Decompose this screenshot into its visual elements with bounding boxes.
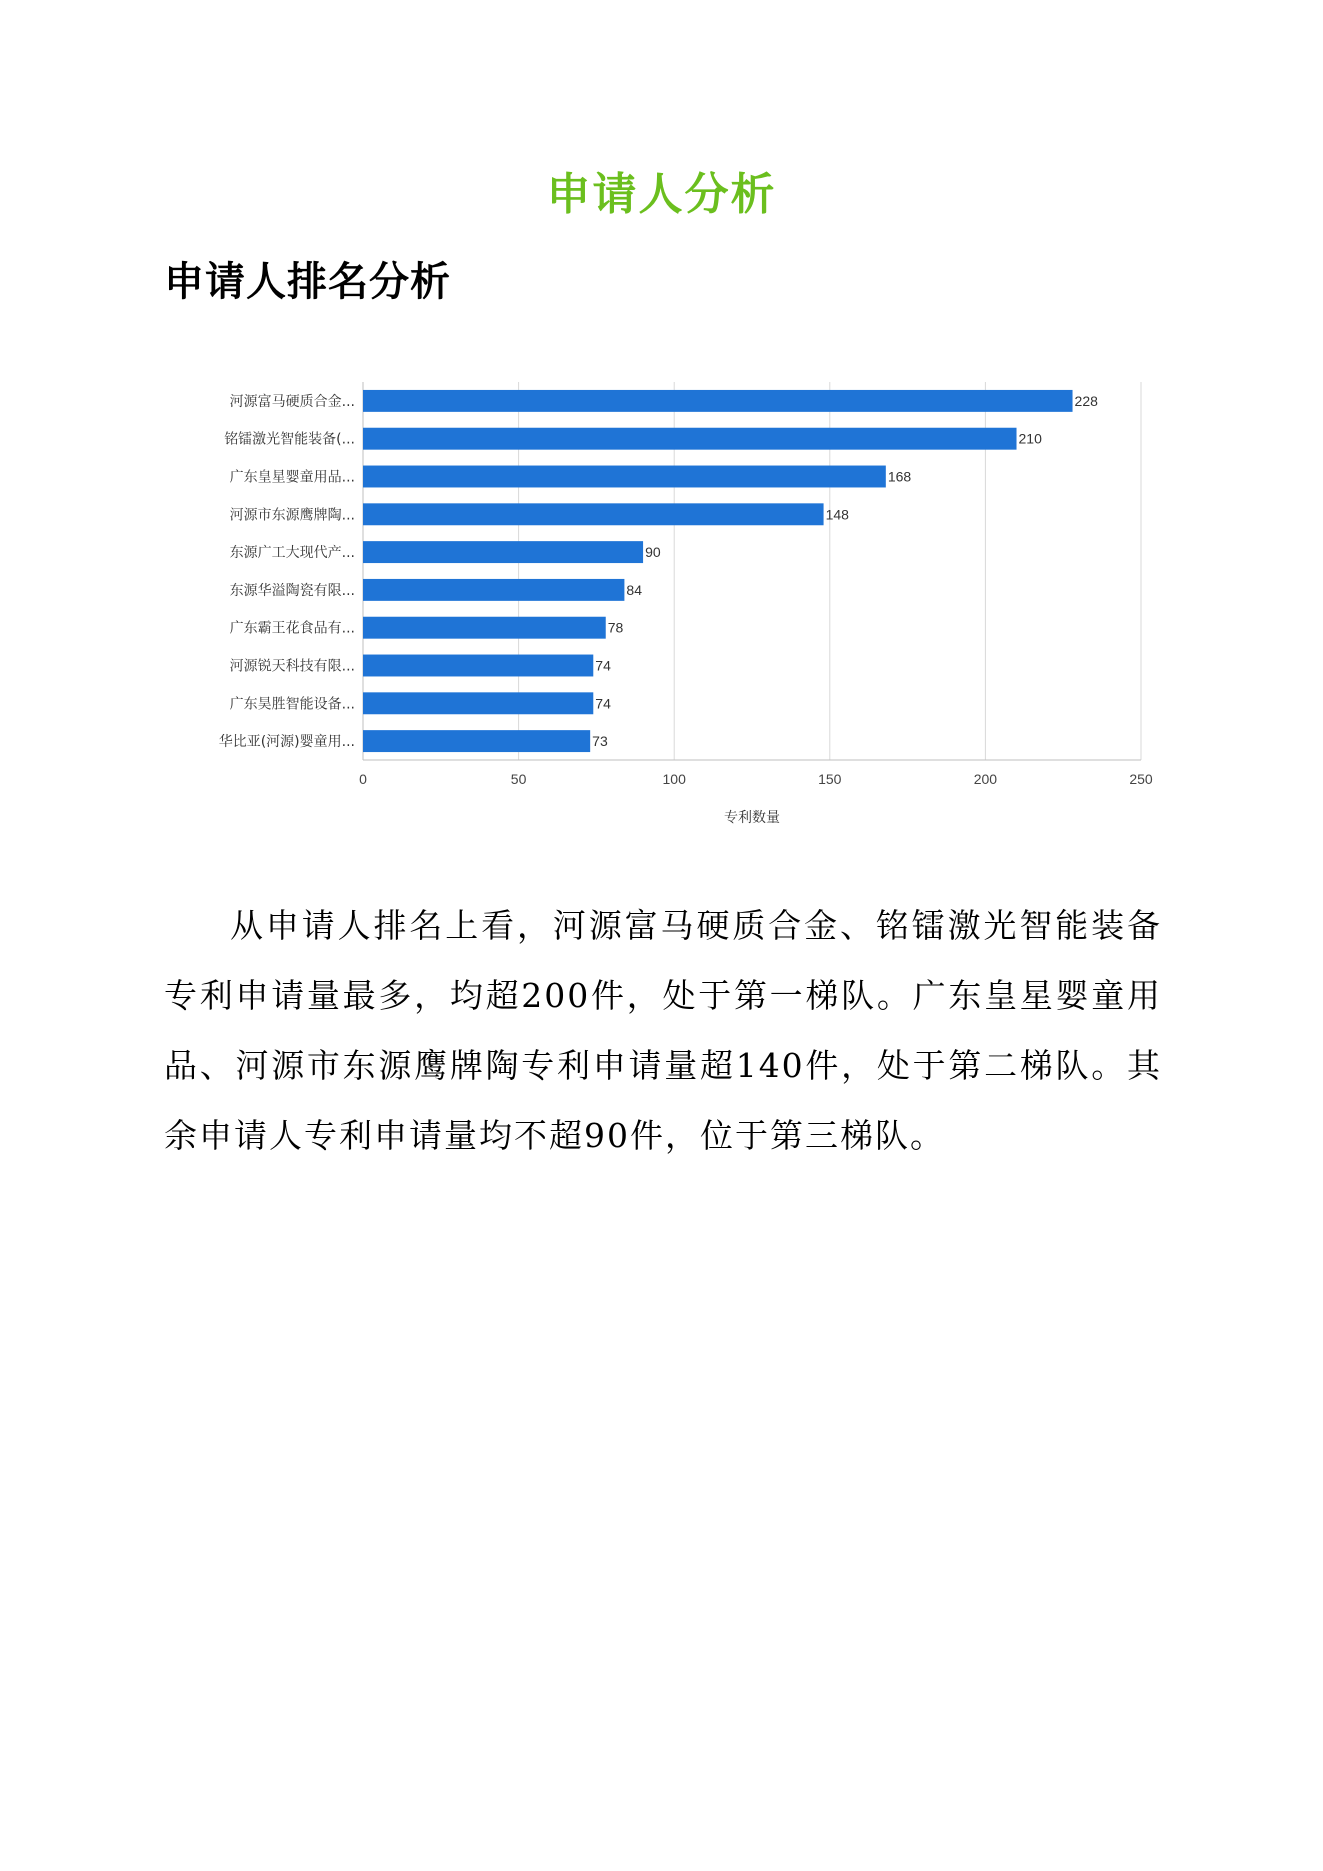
bar bbox=[363, 730, 590, 752]
bar bbox=[363, 655, 593, 677]
bar bbox=[363, 617, 606, 639]
data-label: 228 bbox=[1074, 392, 1098, 409]
section-heading: 申请人排名分析 bbox=[164, 259, 451, 305]
data-label: 74 bbox=[595, 657, 611, 674]
bar bbox=[363, 579, 624, 601]
data-label: 168 bbox=[887, 468, 912, 485]
data-label: 74 bbox=[595, 695, 611, 712]
data-label: 73 bbox=[592, 733, 608, 750]
category-label: 华比亚(河源)婴童用... bbox=[218, 734, 355, 751]
category-label: 广东昊胜智能设备... bbox=[229, 696, 355, 713]
category-label: 河源富马硬质合金... bbox=[229, 393, 355, 410]
x-tick-label: 100 bbox=[662, 771, 686, 787]
bar bbox=[363, 390, 1073, 412]
data-label: 210 bbox=[1018, 430, 1042, 447]
category-label: 广东霸王花食品有... bbox=[229, 620, 355, 637]
applicant-ranking-chart bbox=[195, 370, 1175, 840]
bar bbox=[363, 692, 593, 714]
bar bbox=[363, 503, 824, 525]
category-label: 铭镭激光智能装备(... bbox=[224, 431, 355, 448]
bar bbox=[363, 541, 643, 563]
page-title: 申请人分析 bbox=[546, 169, 777, 220]
category-label: 东源华溢陶瓷有限... bbox=[229, 582, 355, 599]
category-label: 河源市东源鹰牌陶... bbox=[229, 507, 355, 524]
data-label: 84 bbox=[626, 581, 642, 598]
data-label: 148 bbox=[825, 506, 849, 523]
bar bbox=[363, 428, 1017, 450]
analysis-paragraph: 从申请人排名上看，河源富马硬质合金、铭镭激光智能装备专利申请量最多，均超200件，处于第一梯队。广东皇星婴童用品、河源市东源鹰牌陶专利申请量超140件，处于第二梯队。其余申请人专利申请量均不超90件，位于第三梯队。 bbox=[164, 906, 1162, 1155]
data-label: 78 bbox=[607, 619, 624, 636]
x-axis-label: 专利数量 bbox=[724, 810, 780, 826]
category-label: 广东皇星婴童用品... bbox=[229, 469, 355, 486]
data-label: 90 bbox=[645, 544, 661, 561]
bar bbox=[363, 466, 886, 488]
x-tick-label: 200 bbox=[973, 771, 998, 787]
x-tick-label: 150 bbox=[818, 771, 842, 787]
x-tick-label: 250 bbox=[1129, 771, 1153, 787]
category-label: 河源锐天科技有限... bbox=[229, 658, 355, 675]
category-label: 东源广工大现代产... bbox=[229, 545, 355, 562]
x-tick-label: 0 bbox=[359, 771, 367, 787]
x-tick-label: 50 bbox=[510, 771, 527, 787]
